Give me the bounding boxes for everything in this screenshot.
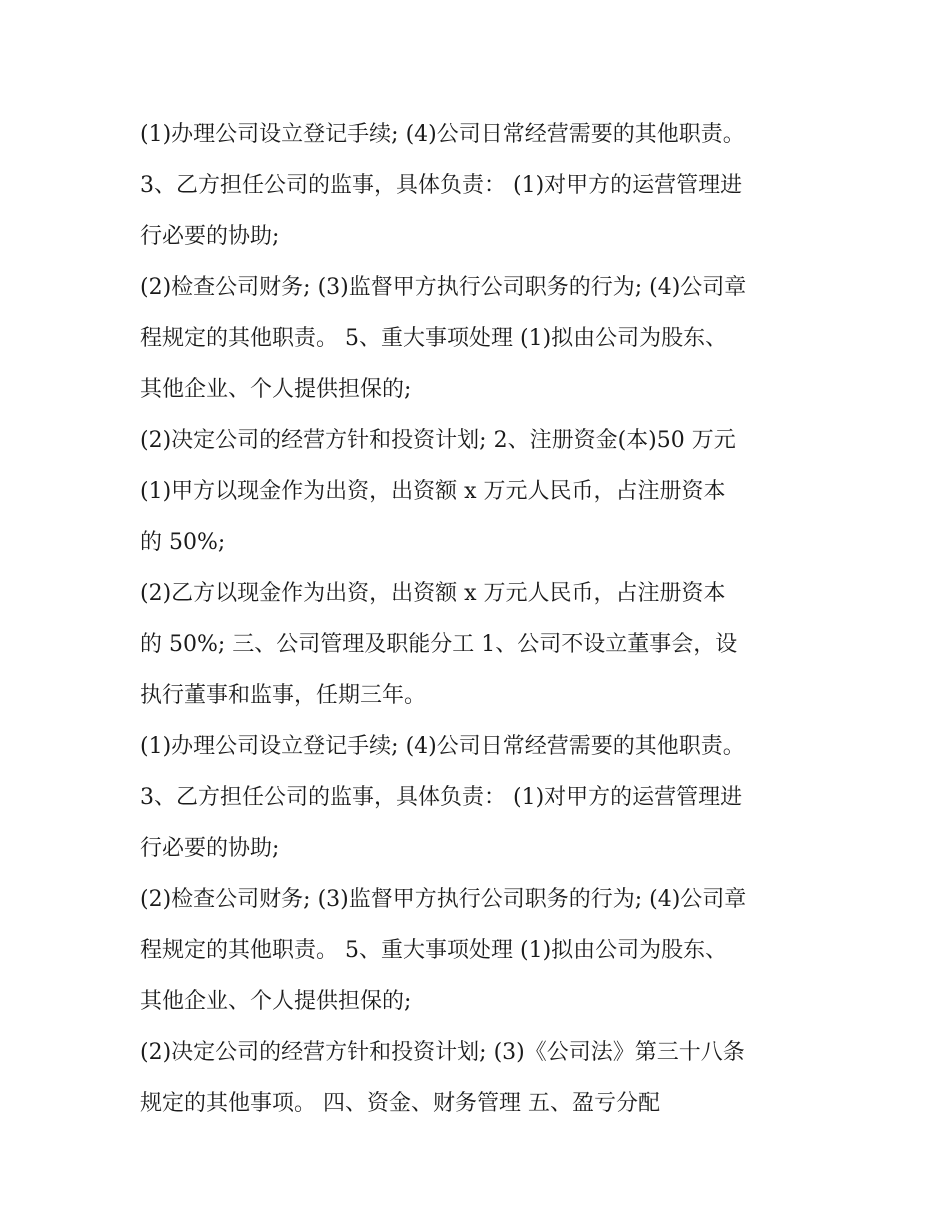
text-line: (1)甲方以现金作为出资，出资额 x 万元人民币，占注册资本 bbox=[140, 479, 726, 504]
text-line: (2)决定公司的经营方针和投资计划; 2、注册资金(本)50 万元 bbox=[140, 428, 736, 453]
text-line: (2)决定公司的经营方针和投资计划; (3)《公司法》第三十八条 bbox=[140, 1040, 745, 1065]
text-line: 的 50%; 三、公司管理及职能分工 1、公司不设立董事会，设 bbox=[140, 632, 738, 657]
text-line: (2)检查公司财务; (3)监督甲方执行公司职务的行为; (4)公司章 bbox=[140, 887, 747, 912]
text-line: (1)办理公司设立登记手续; (4)公司日常经营需要的其他职责。 bbox=[140, 122, 745, 147]
text-line: 程规定的其他职责。 5、重大事项处理 (1)拟由公司为股东、 bbox=[140, 938, 728, 963]
text-line: 其他企业、个人提供担保的; bbox=[140, 377, 412, 402]
text-line: 3、乙方担任公司的监事，具体负责： (1)对甲方的运营管理进 bbox=[140, 173, 743, 198]
text-line: 执行董事和监事，任期三年。 bbox=[140, 683, 427, 708]
text-line: 3、乙方担任公司的监事，具体负责： (1)对甲方的运营管理进 bbox=[140, 785, 743, 810]
text-line: 其他企业、个人提供担保的; bbox=[140, 989, 412, 1014]
text-line: 行必要的协助; bbox=[140, 224, 280, 249]
text-line: 行必要的协助; bbox=[140, 836, 280, 861]
text-line: 的 50%; bbox=[140, 530, 226, 555]
text-line: (1)办理公司设立登记手续; (4)公司日常经营需要的其他职责。 bbox=[140, 734, 745, 759]
text-line: (2)乙方以现金作为出资，出资额 x 万元人民币，占注册资本 bbox=[140, 581, 726, 606]
text-line: 规定的其他事项。 四、资金、财务管理 五、盈亏分配 bbox=[140, 1091, 660, 1116]
text-line: (2)检查公司财务; (3)监督甲方执行公司职务的行为; (4)公司章 bbox=[140, 275, 747, 300]
text-line: 程规定的其他职责。 5、重大事项处理 (1)拟由公司为股东、 bbox=[140, 326, 728, 351]
document-body bbox=[140, 109, 830, 1129]
